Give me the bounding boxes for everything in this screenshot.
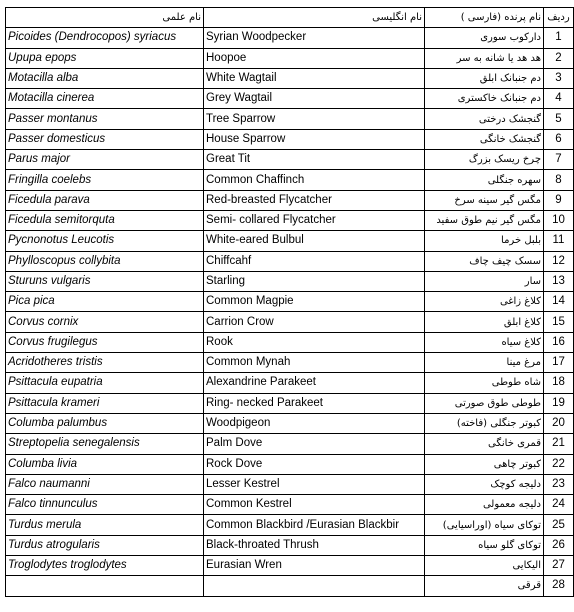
english-name-cell: Ring- necked Parakeet (204, 393, 425, 413)
persian-name-cell: دم جنبانک خاکستری (425, 89, 544, 109)
scientific-name-cell (6, 576, 204, 596)
english-name-cell: Common Mynah (204, 353, 425, 373)
scientific-name-cell: Sturuns vulgaris (6, 271, 204, 291)
persian-name-cell: چرخ ریسک بزرگ (425, 150, 544, 170)
table-row (6, 474, 574, 494)
row-number-cell: 3 (544, 68, 574, 88)
persian-name-cell: بلبل خرما (425, 231, 544, 251)
row-number-cell: 28 (544, 576, 574, 596)
persian-name-cell: توکای سیاه (اوراسیایی) (425, 515, 544, 535)
row-number-cell: 19 (544, 393, 574, 413)
scientific-name-cell: Turdus merula (6, 515, 204, 535)
row-number-cell: 6 (544, 129, 574, 149)
scientific-name-cell: Streptopelia senegalensis (6, 434, 204, 454)
table-row (6, 231, 574, 251)
table-row (6, 89, 574, 109)
row-number-cell: 8 (544, 170, 574, 190)
persian-name-cell: کلاغ سیاه (425, 332, 544, 352)
table-row (6, 48, 574, 68)
english-name-cell: Common Chaffinch (204, 170, 425, 190)
english-name-cell: White-eared Bulbul (204, 231, 425, 251)
row-number-cell: 21 (544, 434, 574, 454)
persian-name-cell: گنجشک درختی (425, 109, 544, 129)
row-number-cell: 24 (544, 495, 574, 515)
scientific-name-cell: Upupa epops (6, 48, 204, 68)
row-number-cell: 13 (544, 271, 574, 291)
scientific-name-cell: Psittacula krameri (6, 393, 204, 413)
row-number-cell: 10 (544, 210, 574, 230)
table-row (6, 68, 574, 88)
bird-species-table (5, 7, 574, 597)
header-persian-name: نام پرنده (فارسی ) (425, 8, 544, 28)
scientific-name-cell: Passer domesticus (6, 129, 204, 149)
english-name-cell: Common Kestrel (204, 495, 425, 515)
persian-name-cell: کبوتر چاهی (425, 454, 544, 474)
table-row (6, 556, 574, 576)
english-name-cell: Grey Wagtail (204, 89, 425, 109)
persian-name-cell: مرغ مینا (425, 353, 544, 373)
persian-name-cell: کلاغ زاغی (425, 292, 544, 312)
scientific-name-cell: Passer montanus (6, 109, 204, 129)
persian-name-cell: قرقی (425, 576, 544, 596)
persian-name-cell: شاه طوطی (425, 373, 544, 393)
persian-name-cell: کلاغ ابلق (425, 312, 544, 332)
english-name-cell: Alexandrine Parakeet (204, 373, 425, 393)
persian-name-cell: الیکایی (425, 556, 544, 576)
header-row-number: ردیف (544, 8, 574, 28)
scientific-name-cell: Falco tinnunculus (6, 495, 204, 515)
row-number-cell: 1 (544, 28, 574, 48)
english-name-cell: White Wagtail (204, 68, 425, 88)
persian-name-cell: دلیجه معمولی (425, 495, 544, 515)
scientific-name-cell: Corvus frugilegus (6, 332, 204, 352)
persian-name-cell: توکای گلو سیاه (425, 535, 544, 555)
scientific-name-cell: Fringilla coelebs (6, 170, 204, 190)
table-row (6, 353, 574, 373)
header-row (6, 8, 574, 28)
row-number-cell: 18 (544, 373, 574, 393)
scientific-name-cell: Phylloscopus collybita (6, 251, 204, 271)
persian-name-cell: سسک چیف چاف (425, 251, 544, 271)
row-number-cell: 16 (544, 332, 574, 352)
english-name-cell: Common Magpie (204, 292, 425, 312)
scientific-name-cell: Pica pica (6, 292, 204, 312)
scientific-name-cell: Ficedula semitorquta (6, 210, 204, 230)
english-name-cell: Carrion Crow (204, 312, 425, 332)
table-row (6, 413, 574, 433)
persian-name-cell: مگس گیر نیم طوق سفید (425, 210, 544, 230)
english-name-cell: House Sparrow (204, 129, 425, 149)
persian-name-cell: دارکوب سوری (425, 28, 544, 48)
scientific-name-cell: Columba palumbus (6, 413, 204, 433)
scientific-name-cell: Pycnonotus Leucotis (6, 231, 204, 251)
row-number-cell: 11 (544, 231, 574, 251)
english-name-cell: Great Tit (204, 150, 425, 170)
row-number-cell: 22 (544, 454, 574, 474)
english-name-cell: Syrian Woodpecker (204, 28, 425, 48)
english-name-cell: Eurasian Wren (204, 556, 425, 576)
english-name-cell: Rook (204, 332, 425, 352)
table-row (6, 495, 574, 515)
table-row (6, 393, 574, 413)
persian-name-cell: گنجشک خانگی (425, 129, 544, 149)
persian-name-cell: قمری خانگی (425, 434, 544, 454)
table-row (6, 312, 574, 332)
persian-name-cell: کبوتر جنگلی (فاخته) (425, 413, 544, 433)
row-number-cell: 7 (544, 150, 574, 170)
scientific-name-cell: Motacilla alba (6, 68, 204, 88)
row-number-cell: 9 (544, 190, 574, 210)
table-row (6, 251, 574, 271)
scientific-name-cell: Ficedula parava (6, 190, 204, 210)
english-name-cell: Chiffcahf (204, 251, 425, 271)
english-name-cell (204, 576, 425, 596)
persian-name-cell: طوطی طوق صورتی (425, 393, 544, 413)
table-row (6, 332, 574, 352)
row-number-cell: 27 (544, 556, 574, 576)
table-row (6, 434, 574, 454)
table-row (6, 190, 574, 210)
row-number-cell: 15 (544, 312, 574, 332)
persian-name-cell: سهره جنگلی (425, 170, 544, 190)
row-number-cell: 25 (544, 515, 574, 535)
row-number-cell: 14 (544, 292, 574, 312)
row-number-cell: 5 (544, 109, 574, 129)
table-row (6, 515, 574, 535)
row-number-cell: 4 (544, 89, 574, 109)
table-row (6, 373, 574, 393)
persian-name-cell: سار (425, 271, 544, 291)
row-number-cell: 12 (544, 251, 574, 271)
scientific-name-cell: Falco naumanni (6, 474, 204, 494)
english-name-cell: Black-throated Thrush (204, 535, 425, 555)
scientific-name-cell: Turdus atrogularis (6, 535, 204, 555)
row-number-cell: 17 (544, 353, 574, 373)
scientific-name-cell: Psittacula eupatria (6, 373, 204, 393)
table-row (6, 150, 574, 170)
english-name-cell: Semi- collared Flycatcher (204, 210, 425, 230)
row-number-cell: 2 (544, 48, 574, 68)
english-name-cell: Lesser Kestrel (204, 474, 425, 494)
english-name-cell: Palm Dove (204, 434, 425, 454)
table-row (6, 535, 574, 555)
scientific-name-cell: Troglodytes troglodytes (6, 556, 204, 576)
scientific-name-cell: Picoides (Dendrocopos) syriacus (6, 28, 204, 48)
row-number-cell: 26 (544, 535, 574, 555)
english-name-cell: Tree Sparrow (204, 109, 425, 129)
table-row (6, 210, 574, 230)
table-row (6, 129, 574, 149)
english-name-cell: Hoopoe (204, 48, 425, 68)
scientific-name-cell: Columba livia (6, 454, 204, 474)
persian-name-cell: دم جنبانک ابلق (425, 68, 544, 88)
table-row (6, 271, 574, 291)
persian-name-cell: مگس گیر سینه سرخ (425, 190, 544, 210)
english-name-cell: Rock Dove (204, 454, 425, 474)
scientific-name-cell: Acridotheres tristis (6, 353, 204, 373)
table-row (6, 28, 574, 48)
row-number-cell: 23 (544, 474, 574, 494)
header-english-name: نام انگلیسی (204, 8, 425, 28)
table-row (6, 576, 574, 596)
english-name-cell: Starling (204, 271, 425, 291)
header-scientific-name: نام علمی (6, 8, 204, 28)
english-name-cell: Common Blackbird /Eurasian Blackbir (204, 515, 425, 535)
row-number-cell: 20 (544, 413, 574, 433)
table-row (6, 292, 574, 312)
scientific-name-cell: Parus major (6, 150, 204, 170)
scientific-name-cell: Motacilla cinerea (6, 89, 204, 109)
table-row (6, 170, 574, 190)
english-name-cell: Woodpigeon (204, 413, 425, 433)
scientific-name-cell: Corvus cornix (6, 312, 204, 332)
persian-name-cell: هد هد یا شانه به سر (425, 48, 544, 68)
table-row (6, 454, 574, 474)
persian-name-cell: دلیجه کوچک (425, 474, 544, 494)
table-row (6, 109, 574, 129)
english-name-cell: Red-breasted Flycatcher (204, 190, 425, 210)
